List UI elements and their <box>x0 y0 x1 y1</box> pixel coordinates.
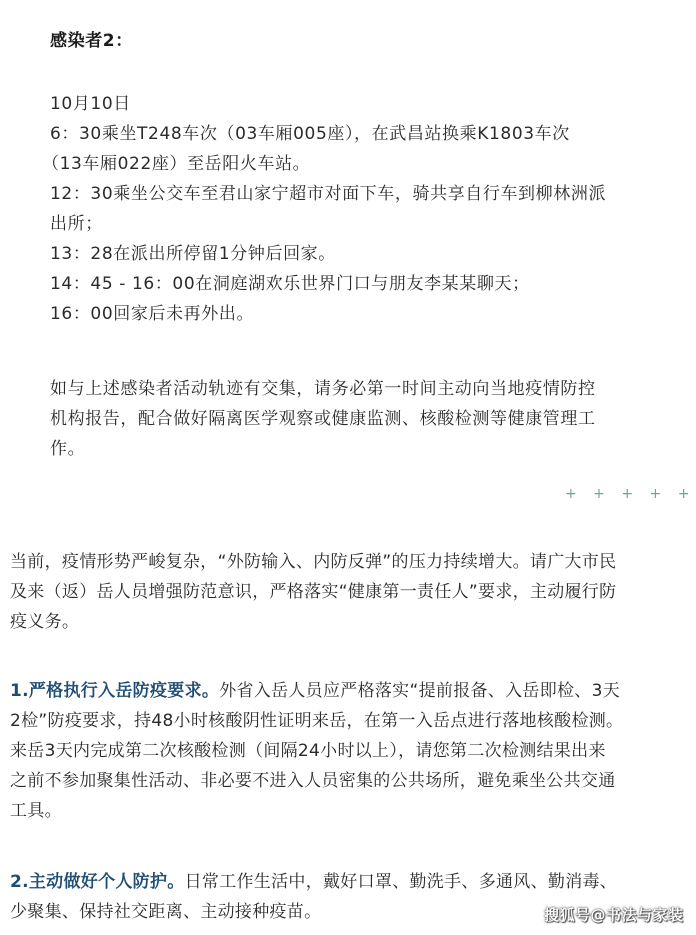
requirement-heading: 2.主动做好个人防护。 <box>10 872 185 892</box>
itinerary-entry: 14：45 - 16：00在洞庭湖欢乐世界门口与朋友李某某聊天； <box>50 274 530 294</box>
itinerary-entry: （13车厢022座）至岳阳火车站。 <box>42 154 311 174</box>
notice-line: 机构报告，配合做好隔离医学观察或健康监测、核酸检测等健康管理工 <box>50 409 596 429</box>
notice-line: 如与上述感染者活动轨迹有交集，请务必第一时间主动向当地疫情防控 <box>50 379 596 399</box>
requirement-text: 日常工作生活中，戴好口罩、勤洗手、多通风、勤消毒、 <box>184 872 618 892</box>
itinerary-date: 10月10日 <box>50 94 131 114</box>
itinerary-entry: 13：28在派出所停留1分钟后回家。 <box>50 244 336 264</box>
itinerary-entry: 12：30乘坐公交车至君山家宁超市对面下车，骑共享自行车到柳林洲派 <box>50 184 607 204</box>
requirement-line <box>10 867 686 897</box>
watermark: 搜狐号@书法与家装 <box>544 906 684 924</box>
requirement-heading: 1.严格执行入岳防疫要求。 <box>10 681 220 701</box>
itinerary-entry: 出所； <box>50 214 103 234</box>
itinerary-section <box>42 89 656 329</box>
itinerary-entry: 16：00回家后未再外出。 <box>50 304 255 324</box>
requirement-line: 之前不参加聚集性活动、非必要不进入人员密集的公共场所，避免乘坐公共交通 <box>10 771 616 791</box>
intro-paragraph <box>10 547 686 637</box>
plus-divider-decoration: + + + + + <box>565 486 696 502</box>
notice-line: 作。 <box>50 439 86 459</box>
case-title: 感染者2： <box>50 31 133 51</box>
notice-paragraph <box>50 374 656 464</box>
requirement-line: 工具。 <box>10 801 62 821</box>
intro-line: 当前，疫情形势严峻复杂，“外防输入、内防反弹”的压力持续增大。请广大市民 <box>10 552 617 572</box>
requirement-line: 少聚集、保持社交距离、主动接种疫苗。 <box>10 902 322 922</box>
itinerary-entry: 6：30乘坐T248车次（03车厢005座），在武昌站换乘K1803车次 <box>50 124 570 144</box>
requirement-item-1 <box>10 676 686 826</box>
intro-line: 疫义务。 <box>10 612 80 632</box>
requirement-text: 外省入岳人员应严格落实“提前报备、入岳即检、3天 <box>219 681 621 701</box>
requirement-line <box>10 676 686 706</box>
requirement-line: 来岳3天内完成第二次核酸检测（间隔24小时以上），请您第二次检测结果出来 <box>10 741 606 761</box>
intro-line: 及来（返）岳人员增强防范意识，严格落实“健康第一责任人”要求，主动履行防 <box>10 582 617 602</box>
requirement-line: 2检”防疫要求，持48小时核酸阴性证明来岳，在第一入岳点进行落地核酸检测。 <box>10 711 624 731</box>
